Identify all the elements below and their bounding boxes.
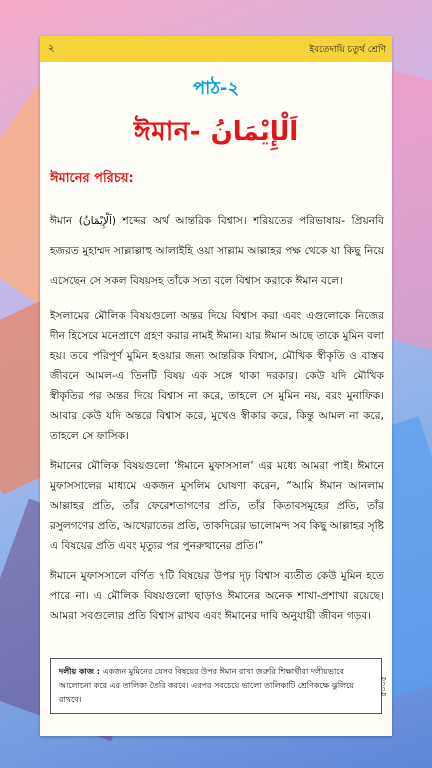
page-number: ২ [48, 42, 55, 54]
lesson-title: ঈমান- اَلْإِيْمَانُ [133, 117, 299, 147]
section-heading: ঈমানের পরিচয়: [50, 171, 134, 186]
book-page [40, 36, 392, 736]
book-title: ইবতেদায়ি চতুর্থ শ্রেণি [309, 44, 386, 55]
lesson-body [40, 206, 392, 626]
paragraph: ঈমানে মুফাসসালে বর্ণিত ৭টি বিষয়ের উপর দৃঢ় বিশ্বাস ব্যতীত কেউ মুমিন হতে পারে না। এ মৌলিক বিষয়গুলো ছাড়াও ঈমানের অনেক শাখা-প্রশাখা রয়েছে। আমরা সবগুলোর প্রতি বিশ্বাস রাখব এবং ঈমানের দাবি অনুযায়ী জীবন গড়ব। [50, 570, 384, 622]
group-work-label: দলীয় কাজ : [59, 667, 101, 676]
page-header [40, 36, 392, 62]
side-code: ৫০০৫ [379, 676, 388, 697]
paragraph: ঈমান (اَلْإِيْمَانُ) শব্দের অর্থ আন্তরিক বিশ্বাস। শরিয়তের পরিভাষায়- প্রিয়নবি হজরত মুহাম্মদ সাল্লাল্লাহু আলাইহি ওয়া সাল্লাম আল্লাহর পক্ষ থেকে যা কিছু নিয়ে এসেছেন সে সকল বিষয়সহ তাঁকে সত্য বলে বিশ্বাস করাকে ঈমান বলে। [50, 215, 384, 287]
paragraph: ইসলামের মৌলিক বিষয়গুলো অন্তর দিয়ে বিশ্বাস করা এবং এগুলোকে নিজের দীন হিসেবে মনেপ্রাণে গ্রহণ করার নামই ঈমান। যার ঈমান আছে তাকে মুমিন বলা হয়। তবে পরিপূর্ণ মুমিন হওয়ার জন্য আন্তরিক বিশ্বাস, মৌখিক স্বীকৃতি ও বাস্তব জীবনে আমল-এ তিনটি বিষয় এক সঙ্গে থাকা দরকার। কেউ যদি মৌখিক স্বীকৃতির পর অন্তর দিয়ে বিশ্বাস না করে, তাহলে সে মুমিন নয়, বরং মুনাফিক। আবার কেউ যদি অন্তরে বিশ্বাস করে, মুখেও স্বীকার করে, কিন্তু আমল না করে, তাহলে সে ফাসিক। [50, 310, 384, 442]
chapter-label: পাঠ-২ [192, 78, 240, 99]
paragraph: ঈমানের মৌলিক বিষয়গুলো ‘ঈমানে মুফাসসাল’ এর মধ্যে আমরা পাই। ঈমানে মুফাসসালের মাধ্যমে একজন মুসলিম ঘোষণা করেন, “আমি ঈমান আনলাম আল্লাহর প্রতি, তাঁর ফেরেশতাগণের প্রতি, তাঁর কিতাবসমূহের প্রতি, তাঁর রসুলগণের প্রতি, আখেরাতের প্রতি, তাকদিরের ভালোমন্দ সব কিছু আল্লাহর সৃষ্টি এ বিষয়ের প্রতি এবং মৃত্যুর পর পুনরুত্থানের প্রতি।” [50, 460, 384, 552]
group-work-box [50, 658, 382, 714]
group-work-text: একজন মুমিনের যেসব বিষয়ের উপর ঈমান রাখা জরুরি শিক্ষার্থীরা দলীয়ভাবে আলোচনা করে এর তালিকা তৈরি করবে। এরপর সবচেয়ে ভালো তালিকাটি শ্রেণিকক্ষে ঝুলিয়ে রাখবে। [59, 667, 354, 704]
